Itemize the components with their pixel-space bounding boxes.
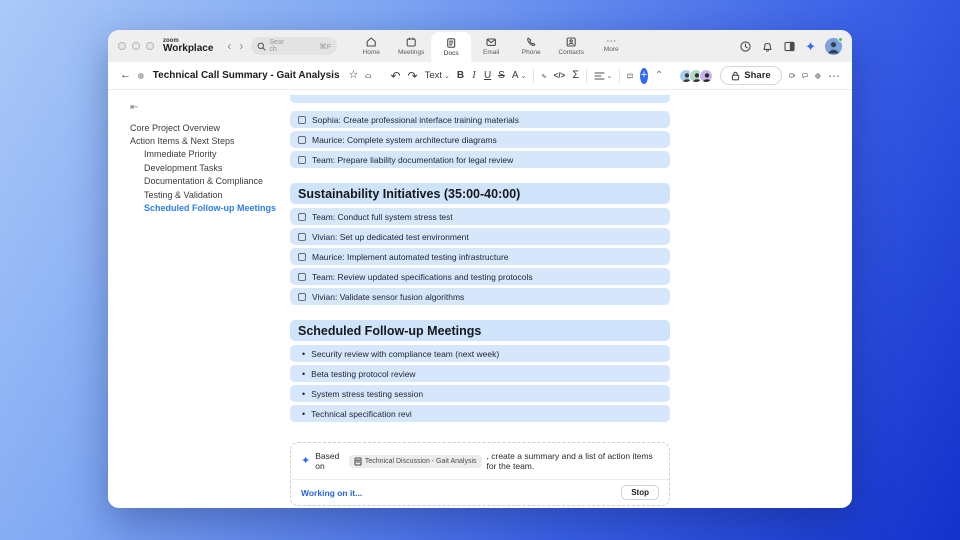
alignment-dropdown[interactable]: [594, 71, 613, 81]
checkbox[interactable]: [298, 156, 306, 164]
bold-button[interactable]: B: [456, 70, 465, 81]
email-icon: [485, 36, 497, 48]
zoom-window-button[interactable]: [146, 42, 154, 50]
checklist-item[interactable]: Sophia: Create professional interface training materials: [290, 111, 670, 128]
section-heading-scheduled-meetings: Scheduled Follow-up Meetings: [290, 320, 670, 341]
document-icon: [354, 457, 362, 466]
nav-tab-phone[interactable]: Phone: [511, 30, 551, 62]
cloud-saved-icon: [365, 71, 371, 81]
underline-button[interactable]: U: [483, 70, 492, 81]
lock-icon: [731, 71, 740, 81]
collapse-toolbar-caret[interactable]: ⌃: [654, 69, 664, 81]
checkbox[interactable]: [298, 136, 306, 144]
bullet-item[interactable]: • Security review with compliance team (next week): [290, 345, 670, 362]
bullet-icon: •: [302, 388, 306, 399]
bullet-item[interactable]: • Beta testing protocol review: [290, 365, 670, 382]
search-input[interactable]: [251, 37, 337, 55]
align-left-icon: [594, 71, 605, 81]
history-back-button[interactable]: ‹: [227, 39, 232, 53]
chevron-down-icon: ⌄: [444, 72, 450, 80]
user-avatar[interactable]: [825, 38, 842, 55]
back-button[interactable]: ←: [120, 69, 131, 81]
checkbox[interactable]: [298, 273, 306, 281]
italic-button[interactable]: I: [472, 70, 476, 81]
outline-item-testing-validation[interactable]: Testing & Validation: [144, 189, 223, 200]
ai-insert-plus-button[interactable]: +: [640, 68, 648, 84]
text-color-dropdown[interactable]: A ⌄: [511, 70, 527, 81]
checklist-item[interactable]: Maurice: Complete system architecture diagrams: [290, 131, 670, 148]
document-body: [108, 90, 852, 508]
checkbox[interactable]: [298, 233, 306, 241]
video-camera-icon[interactable]: [789, 70, 796, 81]
insert-link-icon[interactable]: [541, 70, 547, 82]
nav-tab-meetings[interactable]: Meetings: [391, 30, 431, 62]
globe-icon[interactable]: [815, 70, 821, 82]
outline-item-core-project-overview[interactable]: Core Project Overview: [130, 122, 221, 133]
online-status-dot: [838, 37, 843, 42]
ai-prompt-line: [291, 443, 669, 479]
search-placeholder: Search: [269, 39, 285, 53]
checklist-item[interactable]: Team: Review updated specifications and testing protocols: [290, 268, 670, 285]
contacts-icon: [565, 36, 577, 48]
formula-button[interactable]: Σ: [572, 69, 580, 81]
undo-button[interactable]: ↶: [390, 68, 401, 83]
outline-item-immediate-priority[interactable]: Immediate Priority: [144, 149, 217, 160]
history-forward-button[interactable]: ›: [239, 39, 244, 53]
document-toolbar: [108, 62, 852, 90]
collapse-outline-icon[interactable]: ⇤: [130, 102, 139, 113]
phone-icon: [525, 36, 537, 48]
checkbox[interactable]: [298, 253, 306, 261]
home-icon: [365, 36, 377, 48]
clipped-row: [290, 95, 670, 103]
bullet-icon: •: [302, 408, 306, 419]
logo-zoom-text: zoom: [163, 38, 179, 44]
comment-icon[interactable]: [627, 70, 633, 82]
code-block-button[interactable]: </>: [553, 70, 566, 80]
chevron-down-icon: ⌄: [606, 72, 613, 80]
nav-tab-docs[interactable]: Docs: [431, 32, 471, 62]
stop-button[interactable]: Stop: [621, 485, 659, 500]
topbar-right-controls: [739, 38, 842, 55]
ai-companion-card: [290, 442, 670, 506]
main-navigation: [351, 30, 631, 62]
checklist-item[interactable]: Vivian: Set up dedicated test environment: [290, 228, 670, 245]
document-title: Technical Call Summary - Gait Analysis: [152, 70, 340, 81]
strikethrough-button[interactable]: S: [498, 70, 505, 81]
outline-item-development-tasks[interactable]: Development Tasks: [144, 162, 223, 173]
bullet-icon: •: [302, 368, 306, 379]
search-shortcut: ⌘F: [319, 41, 332, 51]
collaborator-avatar: [699, 69, 713, 83]
calendar-icon: [405, 36, 417, 48]
checklist-item[interactable]: Team: Conduct full system stress test: [290, 208, 670, 225]
notifications-bell-icon[interactable]: [761, 40, 774, 53]
window-controls[interactable]: [118, 42, 154, 50]
checkbox[interactable]: [298, 293, 306, 301]
nav-tab-more[interactable]: ⋯ More: [603, 36, 619, 53]
toolbar-more-button[interactable]: ⋯: [827, 68, 840, 83]
more-dots-icon: ⋯: [606, 36, 617, 47]
bullet-item[interactable]: • System stress testing session: [290, 385, 670, 402]
ai-sparkle-icon: ✦: [301, 454, 311, 467]
docs-home-grid-icon[interactable]: [138, 70, 144, 82]
section-heading-sustainability: Sustainability Initiatives (35:00-40:00): [290, 183, 670, 204]
ai-prompt-prefix: Based on: [315, 451, 340, 471]
checklist-item[interactable]: Maurice: Implement automated testing infrastructure: [290, 248, 670, 265]
text-style-dropdown[interactable]: Text ⌄: [424, 70, 450, 81]
zoom-workplace-window: [108, 30, 852, 508]
history-clock-icon[interactable]: [739, 40, 752, 53]
chevron-down-icon: ⌄: [520, 72, 527, 80]
checklist-item[interactable]: Vivian: Validate sensor fusion algorithms: [290, 288, 670, 305]
ai-status-line: [291, 479, 669, 505]
share-button[interactable]: Share: [720, 66, 781, 85]
side-panel-icon[interactable]: [783, 40, 796, 53]
window-topbar: [108, 30, 852, 62]
search-icon: [257, 42, 266, 51]
outline-item-scheduled-meetings[interactable]: Scheduled Follow-up Meetings: [144, 203, 277, 214]
chat-bubble-icon[interactable]: [802, 70, 808, 81]
logo-workplace-text: Workplace: [163, 43, 214, 54]
bullet-icon: •: [302, 348, 306, 359]
redo-button[interactable]: ↷: [407, 68, 418, 83]
outline-item-documentation-compliance[interactable]: Documentation & Compliance: [144, 176, 264, 187]
close-window-button[interactable]: [118, 42, 126, 50]
docs-icon: [445, 37, 457, 49]
document-content-column: [290, 90, 670, 506]
outline-sidebar: [130, 102, 295, 215]
source-document-chip[interactable]: Technical Discussion - Gait Analysis: [349, 455, 482, 468]
minimize-window-button[interactable]: [132, 42, 140, 50]
checklist-item[interactable]: Team: Prepare liability documentation for legal review: [290, 151, 670, 168]
ai-status-text: Working on it...: [301, 487, 363, 498]
zoom-workplace-logo: [163, 38, 213, 54]
outline-item-action-items[interactable]: Action Items & Next Steps: [130, 136, 235, 147]
ai-prompt-suffix: , create a summary and a list of action items for the team.: [486, 451, 653, 471]
bullet-item[interactable]: • Technical specification revi: [290, 405, 670, 422]
collaborator-avatars[interactable]: [679, 69, 713, 83]
checkbox[interactable]: [298, 116, 306, 124]
ai-companion-sparkle-icon[interactable]: ✦: [805, 38, 816, 54]
nav-tab-home[interactable]: Home: [351, 30, 391, 62]
checkbox[interactable]: [298, 213, 306, 221]
nav-tab-contacts[interactable]: Contacts: [551, 30, 591, 62]
favorite-star-icon[interactable]: ☆: [348, 69, 359, 81]
nav-tab-email[interactable]: Email: [471, 30, 511, 62]
